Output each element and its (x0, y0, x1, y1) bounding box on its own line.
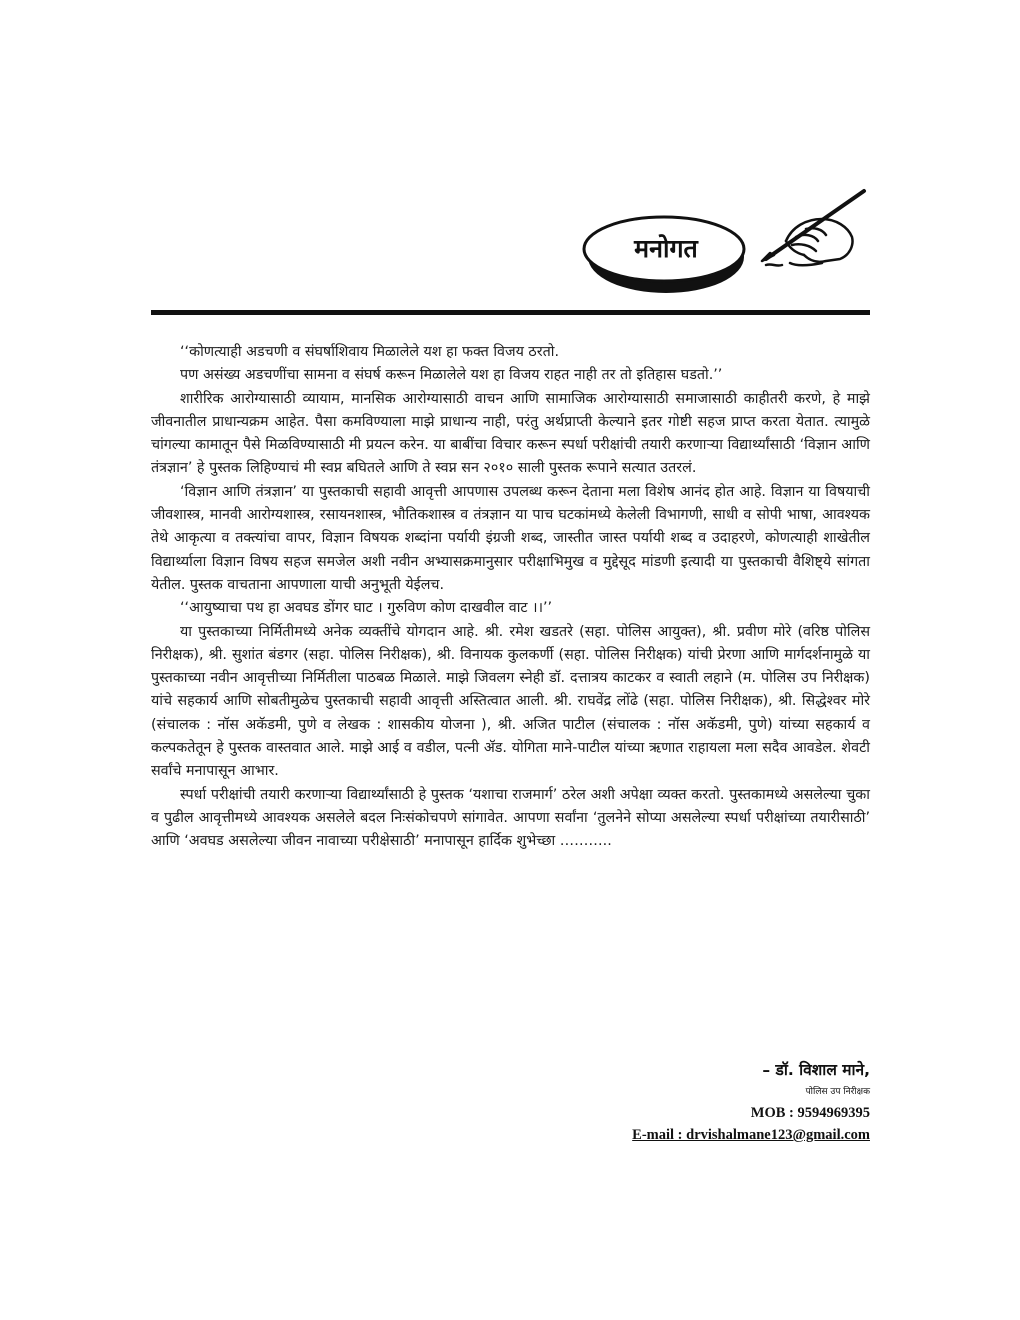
page-title: मनोगत (634, 234, 698, 263)
paragraph: स्पर्धा परीक्षांची तयारी करणाऱ्या विद्यार्थ्यांसाठी हे पुस्तक ‘यशाचा राजमार्ग’ ठरेल अशी अपेक्षा व्यक्त करतो. पुस्तकामध्ये असलेल्या चुका व पुढील आवृत्तीमध्ये आवश्यक असलेले बदल निःसंकोचपणे सांगावेत. आपणा सर्वांना ‘तुलनेने सोप्या असलेल्या स्पर्धा परीक्षांच्या तयारीसाठी’ आणि ‘अवघड असलेल्या जीवन नावाच्या परीक्षेसाठी’ मनापासून हार्दिक शुभेच्छा ……….. (151, 786, 870, 850)
author-mobile: MOB : 9594969395 (750, 1105, 870, 1121)
signature-block (632, 1058, 870, 1146)
author-name: – डॉ. विशाल माने, (762, 1061, 870, 1079)
paragraph: ‘‘कोणत्याही अडचणी व संघर्षाशिवाय मिळालेले यश हा फक्त विजय ठरतो. (180, 344, 559, 360)
preface-body (151, 341, 870, 854)
divider (151, 310, 870, 315)
paragraph: शारीरिक आरोग्यासाठी व्यायाम, मानसिक आरोग्यासाठी वाचन आणि सामाजिक आरोग्यासाठी समाजासाठी काहीतरी करणे, हे माझे जीवनातील प्राधान्यक्रम आहेत. पैसा कमविण्याला माझे प्राधान्य नाही, परंतु अर्थप्राप्ती केल्याने इतर गोष्टी सहज प्राप्त करता येतात. त्यामुळे चांगल्या कामातून पैसे मिळविण्यासाठी मी प्रयत्न करेन. या बाबींचा विचार करून स्पर्धा परीक्षांची तयारी करणाऱ्या विद्यार्थ्यांसाठी ‘विज्ञान आणि तंत्रज्ञान’ हे पुस्तक लिहिण्याचं मी स्वप्न बघितले आणि ते स्वप्न सन २०१० साली पुस्तक रूपाने सत्यात उतरलं. (151, 390, 870, 477)
paragraph: या पुस्तकाच्या निर्मितीमध्ये अनेक व्यक्तींचे योगदान आहे. श्री. रमेश खडतरे (सहा. पोलिस आयुक्त), श्री. प्रवीण मोरे (वरिष्ठ पोलिस निरीक्षक), श्री. सुशांत बंडगर (सहा. पोलिस निरीक्षक), श्री. विनायक कुलकर्णी (सहा. पोलिस निरीक्षक) यांची प्रेरणा आणि मार्गदर्शनामुळे या पुस्तकाच्या नवीन आवृत्तीच्या निर्मितीला पाठबळ मिळाले. माझे जिवलग स्नेही डॉ. दत्तात्रय काटकर व स्वाती लहाने (म. पोलिस उप निरीक्षक) यांचे सहकार्य आणि सोबतीमुळेच पुस्तकाची सहावी आवृत्ती अस्तित्वात आली. श्री. राघवेंद्र लोंढे (सहा. पोलिस निरीक्षक), श्री. सिद्धेश्वर मोरे (संचालक : नॉस अकॅडमी, पुणे व लेखक : शासकीय योजना ), श्री. अजित पाटील (संचालक : नॉस अकॅडमी, पुणे) यांच्या सहकार्य व कल्पकतेतून हे पुस्तक वास्तवात आले. माझे आई व वडील, पत्नी ॲड. योगिता माने-पाटील यांच्या ऋणात राहायला मला सदैव आवडेल. शेवटी सर्वांचे मनापासून आभार. (151, 623, 870, 780)
author-email[interactable]: E-mail : drvishalmane123@gmail.com (632, 1127, 870, 1143)
hand-writing-pen-icon (762, 191, 864, 266)
paragraph: पण असंख्य अडचणींचा सामना व संघर्ष करून मिळालेले यश हा विजय राहत नाही तर तो इतिहास घडतो.’’ (180, 367, 723, 384)
paragraph: ‘‘आयुष्याचा पथ हा अवघड डोंगर घाट । गुरुविण कोण दाखवील वाट ।।’’ (180, 600, 553, 617)
paragraph: ‘विज्ञान आणि तंत्रज्ञान’ या पुस्तकाची सहावी आवृत्ती आपणास उपलब्ध करून देताना मला विशेष आनंद होत आहे. विज्ञान या विषयाची जीवशास्त्र, मानवी आरोग्यशास्त्र, रसायनशास्त्र, भौतिकशास्त्र व तंत्रज्ञान या पाच घटकांमध्ये केलेली विभागणी, साधी व सोपी भाषा, आवश्यक तेथे आकृत्या व तक्त्यांचा वापर, विज्ञान विषयक शब्दांना पर्यायी इंग्रजी शब्द, जास्तीत जास्त पर्यायी शब्द व उदाहरणे, कोणत्याही शाखेतील विद्यार्थ्याला विज्ञान विषय सहज समजेल अशी नवीन अभ्यासक्रमानुसार परीक्षाभिमुख व मुद्देसूद मांडणी इत्यादी या पुस्तकाची वैशिष्ट्ये सांगता येतील. पुस्तक वाचताना आपणाला याची अनुभूती येईलच. (151, 483, 870, 593)
author-designation: पोलिस उप निरीक्षक (805, 1087, 870, 1097)
